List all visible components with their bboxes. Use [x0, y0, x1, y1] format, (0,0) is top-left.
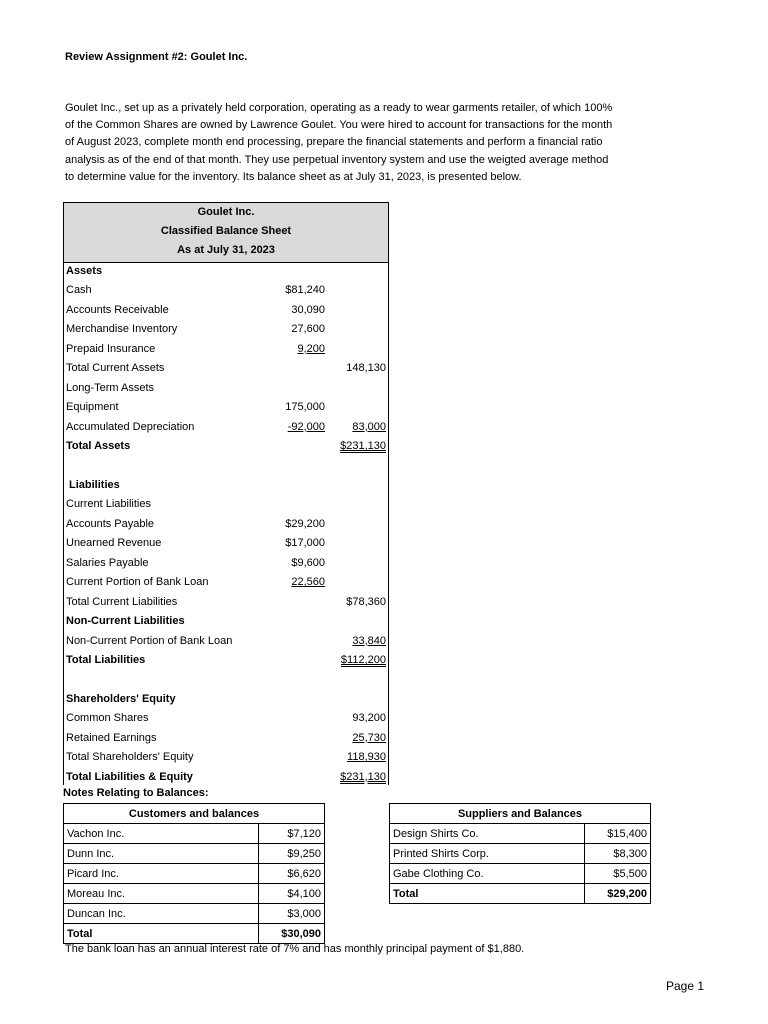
- row-label: Total Liabilities & Equity: [66, 770, 193, 783]
- suppliers-header: Suppliers and Balances: [390, 804, 651, 824]
- party-balance: $4,100: [259, 884, 325, 904]
- party-name: Gabe Clothing Co.: [390, 864, 585, 884]
- row-label: Prepaid Insurance: [66, 342, 156, 355]
- balance-sheet-row: [66, 419, 388, 438]
- row-amount-col2: 25,730: [352, 731, 386, 744]
- row-label: Accounts Receivable: [66, 303, 169, 316]
- balance-sheet-row: [66, 302, 388, 321]
- balance-sheet-row: [66, 535, 388, 554]
- row-label: Unearned Revenue: [66, 537, 162, 550]
- row-label: Total Assets: [66, 440, 131, 453]
- row-amount-col2: 33,840: [352, 634, 386, 647]
- balance-sheet-row: [66, 594, 388, 613]
- page-number: Page 1: [666, 979, 705, 993]
- row-amount-col1: 27,600: [291, 323, 325, 336]
- party-balance: $5,500: [585, 864, 651, 884]
- row-label: Assets: [66, 265, 103, 277]
- balance-sheet-row: [66, 458, 388, 477]
- row-amount-col2: 83,000: [352, 420, 386, 433]
- row-label: Equipment: [66, 401, 119, 414]
- customers-header: Customers and balances: [64, 804, 325, 824]
- table-row: [64, 844, 325, 864]
- table-row: [390, 844, 651, 864]
- row-label: Current Portion of Bank Loan: [66, 576, 209, 589]
- customers-table: [63, 803, 325, 944]
- row-amount-col1: 30,090: [291, 303, 325, 316]
- balance-sheet-row: [66, 321, 388, 340]
- balance-sheet-row: [66, 341, 388, 360]
- row-label: Accounts Payable: [66, 517, 155, 530]
- table-row: [390, 884, 651, 904]
- row-label: Long-Term Assets: [66, 381, 155, 394]
- statement-name: Classified Balance Sheet: [160, 225, 292, 237]
- suppliers-table: [389, 803, 651, 904]
- balance-sheet-row: [66, 652, 388, 671]
- row-amount-col1: $9,600: [291, 556, 325, 569]
- row-amount-col2: 118,930: [347, 751, 386, 764]
- party-name: Vachon Inc.: [64, 824, 259, 844]
- row-label: Current Liabilities: [66, 498, 151, 511]
- row-label: Common Shares: [66, 712, 149, 725]
- row-label: Retained Earnings: [66, 731, 157, 744]
- party-balance: $6,620: [259, 864, 325, 884]
- row-amount-col1: -92,000: [287, 420, 325, 433]
- balance-sheet-row: [66, 710, 388, 729]
- row-label: Non-Current Liabilities: [66, 615, 185, 628]
- party-name: Picard Inc.: [64, 864, 259, 884]
- document-title: Review Assignment #2: Goulet Inc.: [65, 51, 248, 63]
- party-name: Printed Shirts Corp.: [390, 844, 585, 864]
- row-amount-col2: 148,130: [346, 362, 386, 375]
- balance-sheet-row: [66, 380, 388, 399]
- statement-date: As at July 31, 2023: [177, 244, 275, 256]
- row-label: Liabilities: [69, 478, 120, 491]
- table-row: [64, 824, 325, 844]
- intro-line: analysis as of the end of that month. They use perpetual inventory system and use the weigted average method: [65, 153, 609, 166]
- table-row: [64, 884, 325, 904]
- row-label: Total Current Liabilities: [66, 595, 178, 608]
- party-name: Total: [64, 924, 259, 944]
- balance-sheet-row: [66, 282, 388, 301]
- party-name: Moreau Inc.: [64, 884, 259, 904]
- table-row: [390, 824, 651, 844]
- balance-sheet-row: [66, 574, 388, 593]
- row-label: Total Current Assets: [66, 362, 165, 375]
- row-label: Total Liabilities: [66, 654, 146, 666]
- row-label: Shareholders' Equity: [66, 692, 176, 705]
- party-balance: $3,000: [259, 904, 325, 924]
- row-amount-col1: $29,200: [285, 517, 325, 530]
- party-name: Total: [390, 884, 585, 904]
- balance-sheet-row: [66, 263, 388, 282]
- intro-line: of the Common Shares are owned by Lawrence Goulet. You were hired to account for transactions for the month: [65, 119, 613, 132]
- row-amount-col2: $231,130: [340, 440, 386, 453]
- company-name: Goulet Inc.: [197, 206, 255, 218]
- row-label: Merchandise Inventory: [66, 323, 178, 336]
- balance-sheet-row: [66, 477, 388, 496]
- row-amount-col1: $17,000: [285, 537, 325, 550]
- row-amount-col2: $78,360: [346, 595, 386, 608]
- balance-sheet-row: [66, 360, 388, 379]
- table-row: [64, 904, 325, 924]
- row-label: Total Shareholders' Equity: [66, 751, 194, 764]
- party-balance: $8,300: [585, 844, 651, 864]
- party-balance: $15,400: [585, 824, 651, 844]
- table-row: [64, 864, 325, 884]
- row-amount-col2: 93,200: [352, 712, 386, 725]
- balance-sheet-row: [66, 613, 388, 632]
- balance-sheet-row: [66, 671, 388, 690]
- row-amount-col2: $112,200: [340, 654, 386, 666]
- balance-sheet-row: [66, 730, 388, 749]
- row-label: Non-Current Portion of Bank Loan: [66, 634, 233, 647]
- row-amount-col1: 22,560: [291, 576, 325, 589]
- row-amount-col1: $81,240: [285, 284, 325, 297]
- table-row: [64, 924, 325, 944]
- balance-sheet-row: [66, 633, 388, 652]
- balance-sheet-row: [66, 438, 388, 457]
- party-name: Duncan Inc.: [64, 904, 259, 924]
- party-balance: $9,250: [259, 844, 325, 864]
- balance-sheet-row: [66, 496, 388, 515]
- bank-loan-note: The bank loan has an annual interest rate of 7% and has monthly principal payment of $1,880.: [65, 943, 525, 955]
- balance-sheet-row: [66, 769, 388, 788]
- intro-line: to determine value for the inventory. Its balance sheet as at July 31, 2023, is presented below.: [65, 170, 522, 183]
- balance-sheet-row: [66, 399, 388, 418]
- balance-sheet-header: [64, 203, 388, 263]
- intro-paragraph: [65, 100, 705, 186]
- row-label: Cash: [66, 284, 92, 297]
- party-name: Dunn Inc.: [64, 844, 259, 864]
- row-amount-col2: $231,130: [340, 770, 386, 783]
- party-balance: $30,090: [259, 924, 325, 944]
- intro-line: Goulet Inc., set up as a privately held corporation, operating as a ready to wear garments retailer, of which 100%: [65, 102, 613, 114]
- table-row: [390, 864, 651, 884]
- intro-line: of August 2023, complete month end processing, prepare the financial statements and perform a financial ratio: [65, 136, 603, 149]
- party-balance: $29,200: [585, 884, 651, 904]
- row-amount-col1: 175,000: [285, 401, 325, 414]
- balance-sheet-row: [66, 555, 388, 574]
- row-amount-col1: 9,200: [297, 342, 325, 355]
- party-balance: $7,120: [259, 824, 325, 844]
- row-label: Salaries Payable: [66, 556, 149, 569]
- balance-sheet-row: [66, 749, 388, 768]
- notes-title: Notes Relating to Balances:: [63, 787, 209, 799]
- party-name: Design Shirts Co.: [390, 824, 585, 844]
- balance-sheet-row: [66, 691, 388, 710]
- row-label: Accumulated Depreciation: [66, 420, 195, 433]
- balance-sheet-row: [66, 516, 388, 535]
- balance-sheet: [63, 202, 389, 785]
